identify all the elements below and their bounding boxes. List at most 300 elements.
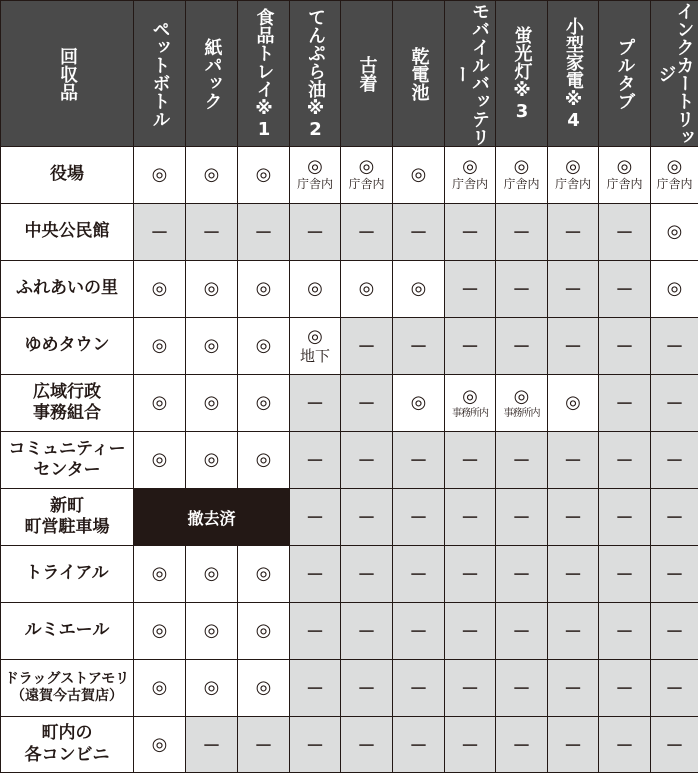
mark-wrap xyxy=(667,280,683,298)
double-circle-icon: ◎ xyxy=(255,677,272,698)
dash-mark: － xyxy=(564,451,582,472)
dash-cell xyxy=(340,317,392,374)
double-circle-icon: ◎ xyxy=(358,278,375,299)
header-label: 食品トレイ※1 xyxy=(253,7,275,140)
header-label: インクカートリッジ xyxy=(655,1,695,146)
dash-mark: － xyxy=(512,565,531,586)
row-label-yakuba xyxy=(0,146,133,203)
double-circle-icon: ◎ xyxy=(255,392,272,413)
circle-cell xyxy=(185,602,237,659)
double-circle-icon: ◎ xyxy=(255,563,272,584)
row-label-text: ゆめタウン xyxy=(24,335,110,356)
location-note: 事務所内 xyxy=(503,407,540,419)
circle-cell xyxy=(133,374,185,431)
double-circle-icon: ◎ xyxy=(203,164,220,185)
dash-mark: － xyxy=(665,451,684,472)
circle-cell xyxy=(392,374,444,431)
dash-cell xyxy=(289,488,340,545)
dash-mark: － xyxy=(357,735,376,757)
dash-cell xyxy=(444,431,495,488)
mark-wrap xyxy=(204,337,220,355)
dash-mark: － xyxy=(461,280,479,301)
header-label: モバイルバッテリー xyxy=(451,1,490,146)
mark-wrap xyxy=(204,565,220,583)
dash-cell xyxy=(340,545,392,602)
dash-mark: － xyxy=(409,622,428,643)
row-label-text: 役場 xyxy=(50,164,84,185)
circle-cell xyxy=(185,260,237,317)
dash-cell xyxy=(598,545,650,602)
mark-wrap xyxy=(152,394,168,412)
dash-cell xyxy=(598,260,650,317)
dash-cell xyxy=(340,203,392,260)
dash-cell xyxy=(495,260,547,317)
double-circle-icon: ◎ xyxy=(307,278,323,299)
dash-cell xyxy=(340,659,392,716)
circle-cell xyxy=(237,146,289,203)
double-circle-icon: ◎ xyxy=(666,156,683,178)
header-col-11 xyxy=(650,0,698,146)
dash-mark: － xyxy=(409,508,428,529)
dash-mark: － xyxy=(512,679,531,700)
header-item-column xyxy=(0,0,133,146)
circle-cell xyxy=(133,317,185,374)
dash-mark: － xyxy=(564,508,582,529)
location-note: 地下 xyxy=(299,346,330,365)
dash-mark: － xyxy=(615,508,634,529)
dash-cell xyxy=(289,431,340,488)
dash-mark: － xyxy=(512,508,531,529)
dash-mark: － xyxy=(461,735,479,757)
dash-mark: － xyxy=(409,565,428,586)
mark-wrap xyxy=(299,325,330,365)
circle-cell xyxy=(133,659,185,716)
dash-cell xyxy=(444,659,495,716)
dash-cell xyxy=(547,602,598,659)
circle-cell xyxy=(598,146,650,203)
double-circle-icon: ◎ xyxy=(666,278,683,299)
dash-mark: － xyxy=(357,337,376,358)
header-label: 蛍光灯※3 xyxy=(511,25,533,122)
circle-cell xyxy=(237,602,289,659)
circle-cell xyxy=(289,146,340,203)
dash-mark: － xyxy=(461,451,479,472)
circle-cell xyxy=(340,146,392,203)
header-label: プルタブ xyxy=(614,37,636,110)
dash-cell xyxy=(444,260,495,317)
removed-cell xyxy=(133,488,289,545)
double-circle-icon: ◎ xyxy=(203,563,220,584)
dash-cell xyxy=(392,488,444,545)
dash-mark: － xyxy=(306,735,324,757)
circle-cell xyxy=(289,317,340,374)
dash-cell xyxy=(598,602,650,659)
mark-wrap xyxy=(256,337,272,355)
dash-mark: － xyxy=(564,622,582,643)
dash-mark: － xyxy=(254,735,273,757)
mark-wrap xyxy=(411,280,427,298)
dash-mark: － xyxy=(409,337,428,358)
location-note: 事務所内 xyxy=(452,407,488,419)
dash-cell xyxy=(495,317,547,374)
row-label-text: ドラッグストアモリ （遠賀今古賀店） xyxy=(4,670,130,704)
dash-mark: － xyxy=(409,451,428,472)
dash-cell xyxy=(650,602,698,659)
double-circle-icon: ◎ xyxy=(151,278,168,299)
dash-cell xyxy=(444,545,495,602)
double-circle-icon: ◎ xyxy=(151,392,168,413)
dash-mark: － xyxy=(357,508,376,529)
double-circle-icon: ◎ xyxy=(513,156,530,178)
dash-mark: － xyxy=(461,565,479,586)
circle-cell xyxy=(185,146,237,203)
dash-mark: － xyxy=(461,223,479,244)
dash-cell xyxy=(547,545,598,602)
mark-wrap xyxy=(565,394,581,412)
mark-wrap xyxy=(411,394,427,412)
mark-wrap xyxy=(256,622,272,640)
dash-cell xyxy=(650,659,698,716)
double-circle-icon: ◎ xyxy=(255,278,272,299)
double-circle-icon: ◎ xyxy=(666,221,683,242)
dash-mark: － xyxy=(357,451,376,472)
dash-cell xyxy=(650,431,698,488)
dash-cell xyxy=(185,716,237,773)
row-label-yume xyxy=(0,317,133,374)
header-label: てんぷら油※2 xyxy=(305,7,326,140)
dash-mark: － xyxy=(615,451,634,472)
circle-cell xyxy=(133,146,185,203)
mark-wrap xyxy=(606,158,642,191)
dash-mark: － xyxy=(615,223,634,244)
header-label: 乾電池 xyxy=(408,46,430,101)
dash-cell xyxy=(495,602,547,659)
dash-cell xyxy=(598,431,650,488)
dash-mark: － xyxy=(512,735,531,757)
double-circle-icon: ◎ xyxy=(255,164,272,185)
mark-wrap xyxy=(256,679,272,697)
header-label: 古着 xyxy=(356,55,378,92)
double-circle-icon: ◎ xyxy=(358,156,375,178)
circle-cell xyxy=(237,659,289,716)
circle-cell xyxy=(133,716,185,773)
mark-wrap xyxy=(667,223,683,241)
dash-mark: － xyxy=(461,508,479,529)
mark-wrap xyxy=(503,158,539,191)
circle-cell xyxy=(185,659,237,716)
dash-cell xyxy=(598,659,650,716)
header-col-6 xyxy=(392,0,444,146)
double-circle-icon: ◎ xyxy=(565,156,581,178)
mark-wrap xyxy=(152,565,168,583)
circle-cell xyxy=(392,260,444,317)
dash-cell xyxy=(392,602,444,659)
circle-cell xyxy=(547,146,598,203)
double-circle-icon: ◎ xyxy=(151,620,168,641)
dash-mark: － xyxy=(665,337,684,358)
row-label-text: ふれあいの里 xyxy=(16,278,118,299)
circle-cell xyxy=(237,545,289,602)
circle-cell xyxy=(185,374,237,431)
row-label-text: 中央公民館 xyxy=(24,221,110,242)
dash-mark: － xyxy=(665,622,684,643)
row-label-text: ルミエール xyxy=(24,620,110,641)
dash-cell xyxy=(340,602,392,659)
dash-mark: － xyxy=(615,337,634,358)
mark-wrap xyxy=(503,385,540,419)
dash-mark: － xyxy=(306,679,324,700)
removed-label: 撤去済 xyxy=(187,508,236,528)
mark-wrap xyxy=(256,166,272,184)
mark-wrap xyxy=(204,451,220,469)
mark-wrap xyxy=(151,733,168,755)
row-label-chuo xyxy=(0,203,133,260)
double-circle-icon: ◎ xyxy=(203,335,220,356)
dash-mark: － xyxy=(615,735,634,757)
location-note: 庁舎内 xyxy=(348,177,385,192)
dash-cell xyxy=(133,203,185,260)
dash-cell xyxy=(547,659,598,716)
row-label-text: コミュニティー センター xyxy=(8,438,126,480)
dash-cell xyxy=(444,317,495,374)
header-col-3 xyxy=(237,0,289,146)
circle-cell xyxy=(289,260,340,317)
circle-cell xyxy=(133,602,185,659)
double-circle-icon: ◎ xyxy=(410,392,427,413)
dash-cell xyxy=(340,488,392,545)
row-label-lumiere xyxy=(0,602,133,659)
double-circle-icon: ◎ xyxy=(410,164,427,185)
dash-mark: － xyxy=(615,280,634,301)
circle-cell xyxy=(392,146,444,203)
circle-cell xyxy=(237,431,289,488)
dash-mark: － xyxy=(615,622,634,643)
dash-mark: － xyxy=(357,394,376,415)
dash-mark: － xyxy=(512,280,531,301)
dash-cell xyxy=(547,488,598,545)
row-label-text: トライアル xyxy=(25,563,109,584)
dash-mark: － xyxy=(357,679,376,700)
dash-cell xyxy=(598,374,650,431)
mark-wrap xyxy=(152,451,168,469)
header-col-5 xyxy=(340,0,392,146)
circle-cell xyxy=(650,203,698,260)
dash-cell xyxy=(495,659,547,716)
dash-cell xyxy=(650,716,698,773)
row-label-fureai xyxy=(0,260,133,317)
dash-cell xyxy=(598,317,650,374)
mark-wrap xyxy=(152,679,168,697)
circle-cell xyxy=(237,260,289,317)
double-circle-icon: ◎ xyxy=(307,156,323,178)
double-circle-icon: ◎ xyxy=(151,563,168,584)
dash-mark: － xyxy=(202,223,221,244)
dash-mark: － xyxy=(357,622,376,643)
dash-mark: － xyxy=(306,223,324,244)
dash-cell xyxy=(392,431,444,488)
double-circle-icon: ◎ xyxy=(565,392,581,413)
dash-mark: － xyxy=(665,565,684,586)
dash-cell xyxy=(444,488,495,545)
location-note: 庁舎内 xyxy=(451,177,488,192)
dash-mark: － xyxy=(461,622,479,643)
dash-cell xyxy=(289,374,340,431)
dash-cell xyxy=(340,374,392,431)
dash-mark: － xyxy=(564,337,582,358)
double-circle-icon: ◎ xyxy=(151,164,168,185)
dash-mark: － xyxy=(512,337,531,358)
row-label-text: 新町 町営駐車場 xyxy=(24,495,110,537)
location-note: 庁舎内 xyxy=(503,177,540,192)
dash-cell xyxy=(495,431,547,488)
header-col-8 xyxy=(495,0,547,146)
dash-mark: － xyxy=(409,223,428,244)
mark-wrap xyxy=(452,385,488,419)
dash-cell xyxy=(237,203,289,260)
dash-mark: － xyxy=(564,679,582,700)
mark-wrap xyxy=(204,280,220,298)
double-circle-icon: ◎ xyxy=(307,325,323,347)
dash-mark: － xyxy=(306,451,324,472)
dash-cell xyxy=(392,545,444,602)
mark-wrap xyxy=(256,280,272,298)
mark-wrap xyxy=(452,158,488,191)
mark-wrap xyxy=(348,158,384,191)
double-circle-icon: ◎ xyxy=(203,449,220,470)
circle-cell xyxy=(547,374,598,431)
mark-wrap xyxy=(256,565,272,583)
header-label: 紙パック xyxy=(201,37,223,110)
double-circle-icon: ◎ xyxy=(255,620,272,641)
mark-wrap xyxy=(204,622,220,640)
dash-cell xyxy=(547,317,598,374)
mark-wrap xyxy=(555,158,591,191)
row-label-text: 町内の 各コンビニ xyxy=(24,723,110,765)
header-col-2 xyxy=(185,0,237,146)
dash-mark: － xyxy=(564,223,582,244)
dash-mark: － xyxy=(512,622,531,643)
row-label-community xyxy=(0,431,133,488)
dash-cell xyxy=(444,602,495,659)
dash-mark: － xyxy=(202,735,221,757)
dash-mark: － xyxy=(615,679,634,700)
dash-mark: － xyxy=(665,735,684,757)
circle-cell xyxy=(495,374,547,431)
location-note: 庁舎内 xyxy=(554,177,591,192)
mark-wrap xyxy=(359,280,375,298)
location-note: 庁舎内 xyxy=(296,177,333,192)
circle-cell xyxy=(185,317,237,374)
dash-cell xyxy=(185,203,237,260)
double-circle-icon: ◎ xyxy=(151,677,168,698)
dash-mark: － xyxy=(409,735,428,757)
double-circle-icon: ◎ xyxy=(410,278,427,299)
header-col-9 xyxy=(547,0,598,146)
dash-mark: － xyxy=(150,223,169,244)
circle-cell xyxy=(133,260,185,317)
dash-mark: － xyxy=(512,223,531,244)
dash-cell xyxy=(340,716,392,773)
dash-cell xyxy=(289,545,340,602)
dash-mark: － xyxy=(665,508,684,529)
circle-cell xyxy=(444,374,495,431)
dash-mark: － xyxy=(615,394,634,415)
circle-cell xyxy=(133,545,185,602)
dash-cell xyxy=(289,602,340,659)
circle-cell xyxy=(237,317,289,374)
dash-cell xyxy=(547,716,598,773)
double-circle-icon: ◎ xyxy=(151,733,168,755)
dash-cell xyxy=(495,488,547,545)
dash-cell xyxy=(495,716,547,773)
header-label: ペットボトル xyxy=(149,19,171,128)
circle-cell xyxy=(185,431,237,488)
dash-cell xyxy=(650,545,698,602)
circle-cell xyxy=(650,260,698,317)
mark-wrap xyxy=(204,166,220,184)
double-circle-icon: ◎ xyxy=(255,335,272,356)
double-circle-icon: ◎ xyxy=(203,677,220,698)
double-circle-icon: ◎ xyxy=(462,156,478,178)
row-label-drugstore xyxy=(0,659,133,716)
dash-mark: － xyxy=(564,735,582,757)
dash-cell xyxy=(289,659,340,716)
row-label-koiki xyxy=(0,374,133,431)
dash-mark: － xyxy=(615,565,634,586)
double-circle-icon: ◎ xyxy=(616,156,633,178)
dash-mark: － xyxy=(306,622,324,643)
row-label-shinmachi xyxy=(0,488,133,545)
dash-cell xyxy=(598,716,650,773)
mark-wrap xyxy=(152,622,168,640)
dash-cell xyxy=(650,488,698,545)
dash-cell xyxy=(392,716,444,773)
dash-mark: － xyxy=(564,280,582,301)
mark-wrap xyxy=(152,337,168,355)
mark-wrap xyxy=(256,394,272,412)
row-label-trial xyxy=(0,545,133,602)
dash-mark: － xyxy=(306,508,324,529)
dash-cell xyxy=(598,203,650,260)
location-note: 庁舎内 xyxy=(656,177,693,192)
dash-cell xyxy=(547,431,598,488)
dash-cell xyxy=(392,659,444,716)
double-circle-icon: ◎ xyxy=(203,278,220,299)
dash-cell xyxy=(650,374,698,431)
mark-wrap xyxy=(411,166,427,184)
circle-cell xyxy=(133,431,185,488)
dash-cell xyxy=(547,203,598,260)
row-label-text: 広域行政 事務組合 xyxy=(33,381,101,423)
dash-cell xyxy=(547,260,598,317)
dash-cell xyxy=(444,203,495,260)
dash-mark: － xyxy=(461,679,479,700)
dash-mark: － xyxy=(564,565,582,586)
dash-cell xyxy=(289,716,340,773)
header-label: 回収品 xyxy=(57,46,78,101)
header-col-7 xyxy=(444,0,495,146)
header-col-4 xyxy=(289,0,340,146)
mark-wrap xyxy=(256,451,272,469)
header-col-10 xyxy=(598,0,650,146)
dash-mark: － xyxy=(357,565,376,586)
circle-cell xyxy=(340,260,392,317)
row-label-conveni xyxy=(0,716,133,773)
dash-mark: － xyxy=(665,394,684,415)
double-circle-icon: ◎ xyxy=(151,449,168,470)
mark-wrap xyxy=(204,394,220,412)
dash-mark: － xyxy=(254,223,273,244)
